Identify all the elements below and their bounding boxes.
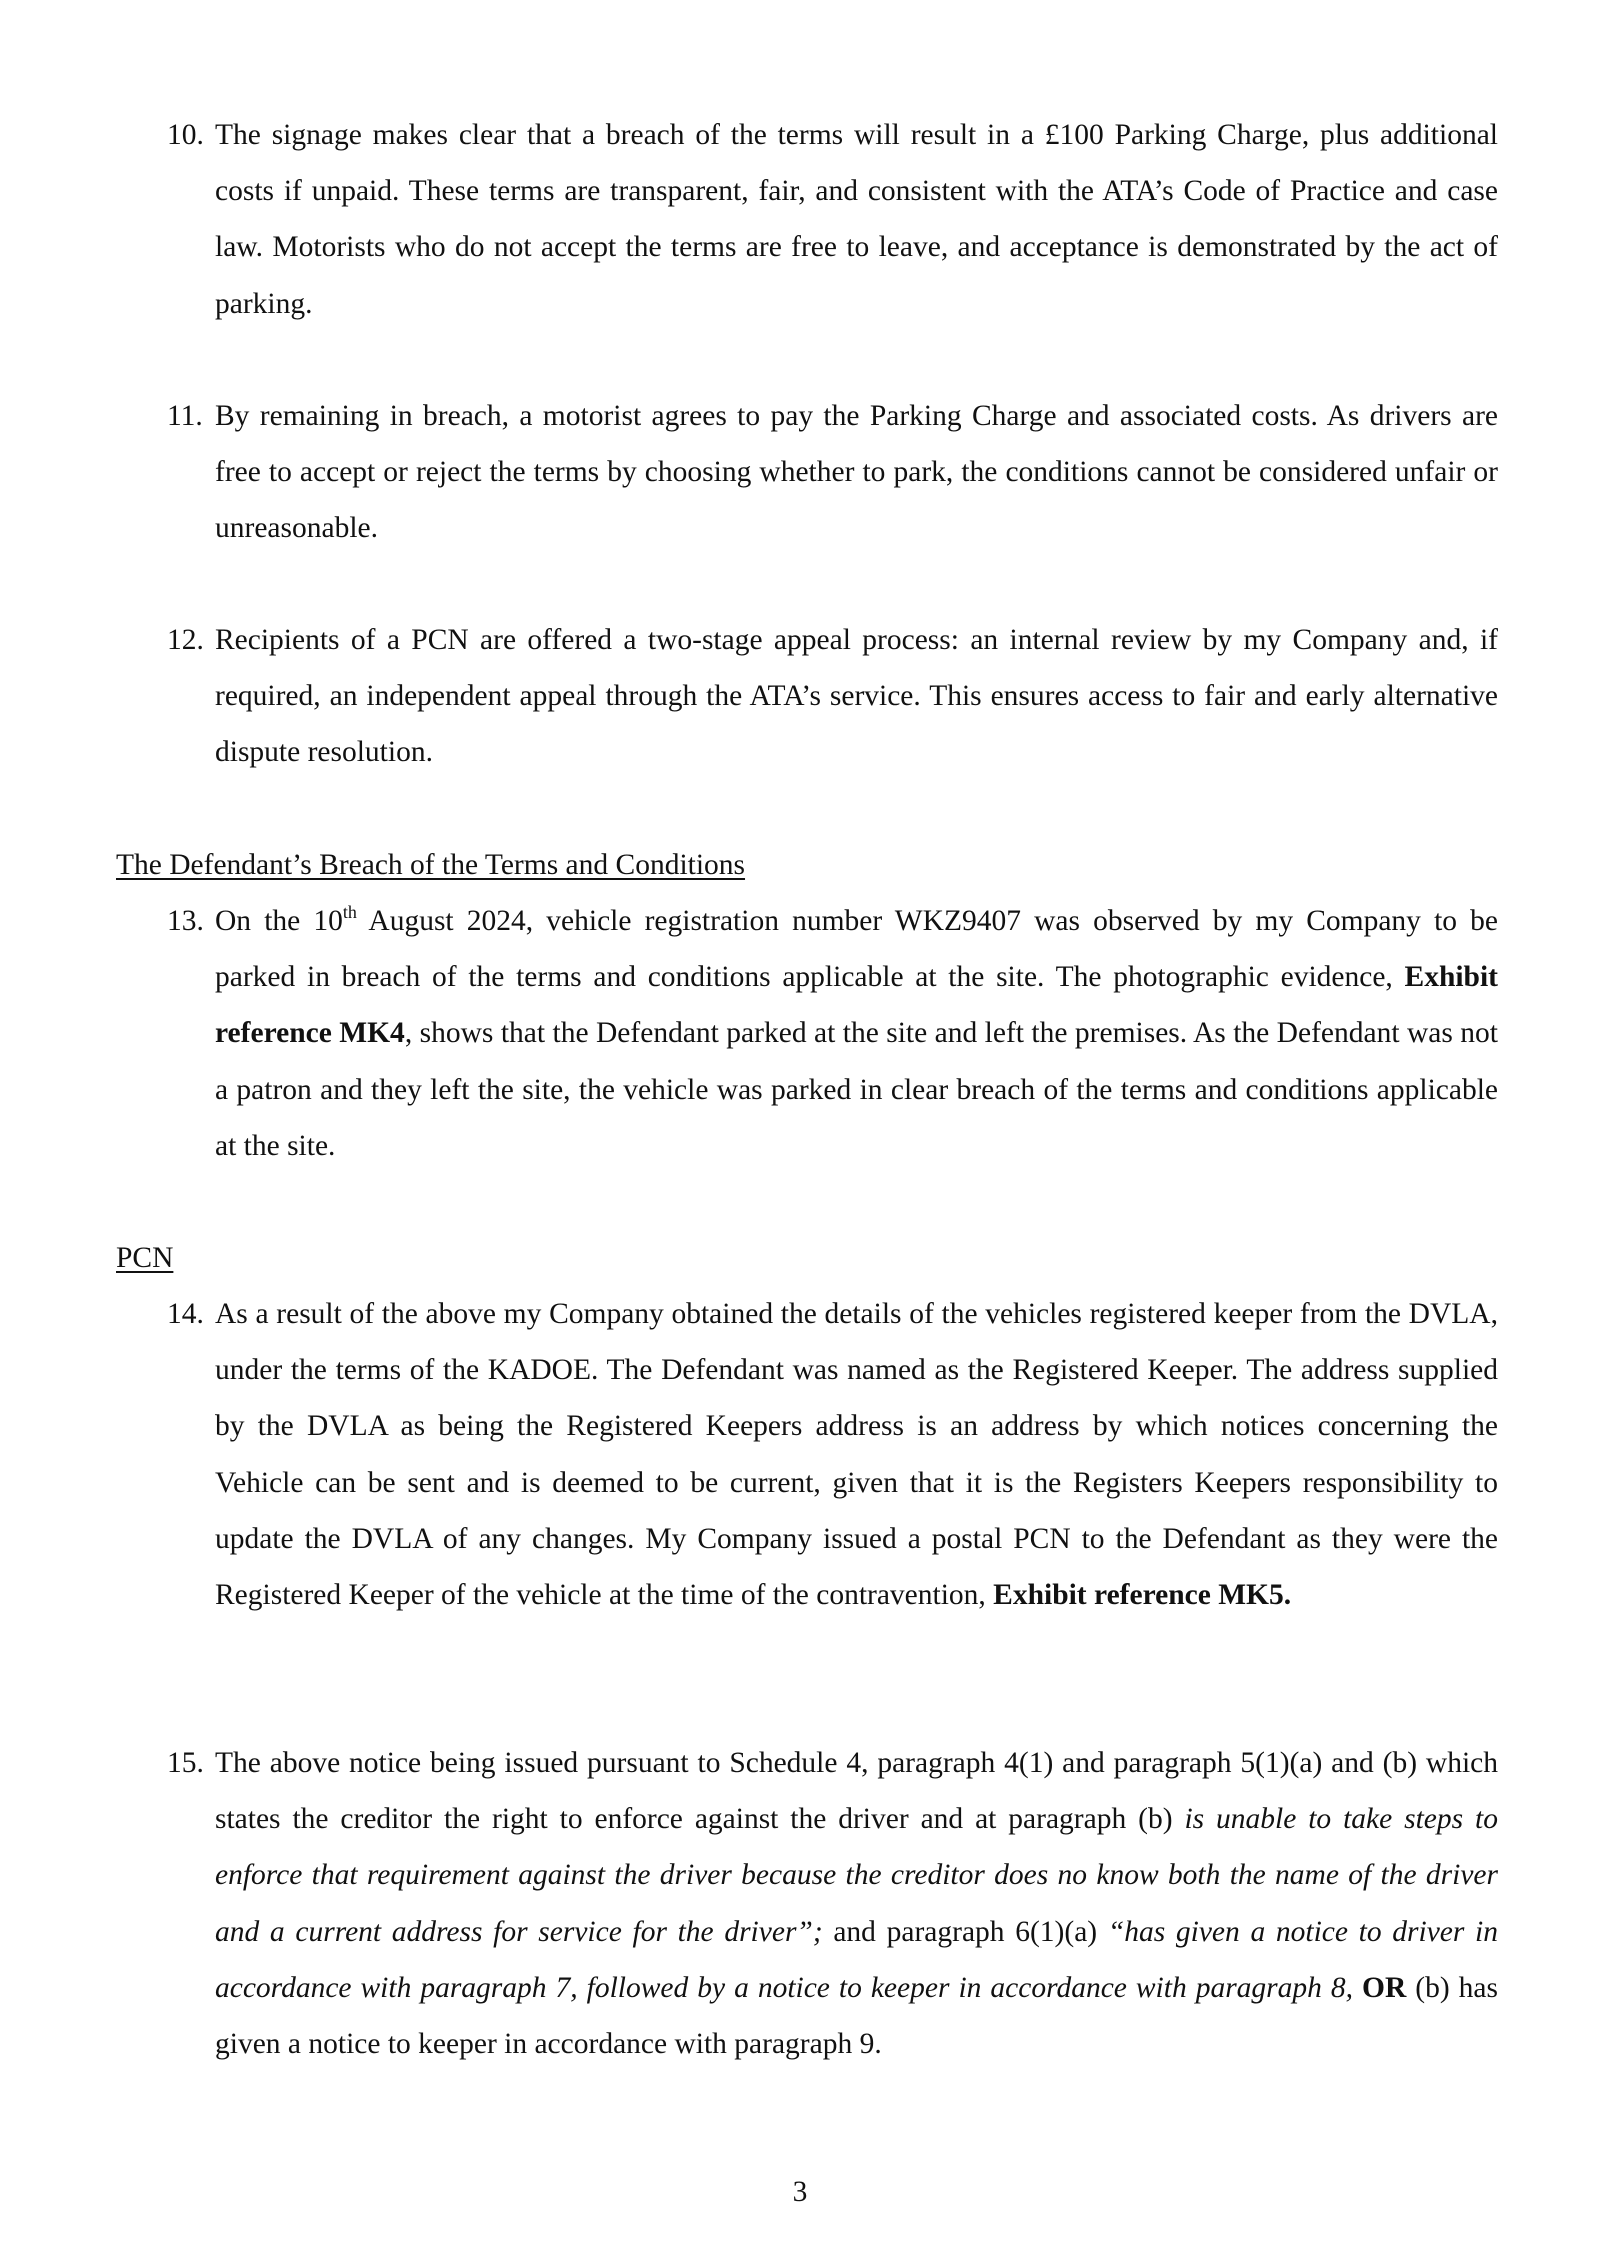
exhibit-reference-mk5: Exhibit reference MK5. bbox=[993, 1579, 1292, 1612]
paragraph-text bbox=[215, 893, 1498, 1174]
paragraph-number: 11. bbox=[167, 400, 203, 432]
emphasis-or: OR bbox=[1362, 1971, 1407, 2004]
paragraph-text bbox=[215, 1735, 1498, 2072]
paragraph-text: Recipients of a PCN are offered a two-stage appeal process: an internal review by my Company and, if required, an independent appeal through the ATA’s service. This ensures access to fair and early alternative dispute resolution. bbox=[215, 624, 1498, 769]
paragraph-number: 12. bbox=[167, 624, 204, 656]
section-heading-pcn: PCN bbox=[116, 1242, 174, 1274]
paragraph-number: 13. bbox=[167, 905, 204, 937]
text-run: , shows that the Defendant parked at the site and left the premises. As the Defendant was not a patron and they left the site, the vehicle was parked in clear breach of the terms and conditions applicable at the site. bbox=[215, 1017, 1498, 1162]
italic-quote: is unable to take steps to enforce that requirement against the driver because the creditor does no know both the name of the driver and a current address for service for the driver”; bbox=[215, 1803, 1498, 1948]
text-run bbox=[1353, 1972, 1362, 2004]
paragraph-10 bbox=[167, 107, 1498, 332]
paragraph-text bbox=[215, 1286, 1498, 1623]
text-run: August 2024, vehicle registration number WKZ9407 was observed by my Company to be parked in breach of the terms and conditions applicable at the site. The photographic evidence, bbox=[215, 905, 1498, 994]
paragraph-number: 10. bbox=[167, 119, 204, 151]
section-heading-breach: The Defendant’s Breach of the Terms and Conditions bbox=[116, 849, 746, 881]
text-run: (b) has given a notice to keeper in accordance with paragraph 9. bbox=[215, 1971, 1498, 2061]
paragraph-text: The signage makes clear that a breach of the terms will result in a £100 Parking Charge, plus additional costs if unpaid. These terms are transparent, fair, and consistent with the ATA’s Code of Practice and case law. Motorists who do not accept the terms are free to leave, and acceptance is demonstrated by the act of parking. bbox=[215, 119, 1498, 320]
paragraph-number: 15. bbox=[167, 1747, 204, 1779]
paragraph-11 bbox=[167, 388, 1498, 557]
paragraph-number: 14. bbox=[167, 1298, 204, 1330]
exhibit-reference-mk4: Exhibit reference MK4 bbox=[215, 961, 1498, 1050]
ordinal-suffix: th bbox=[342, 902, 357, 922]
text-run: On the 10 bbox=[215, 905, 343, 937]
paragraph-12 bbox=[167, 612, 1498, 781]
text-run: The above notice being issued pursuant to Schedule 4, paragraph 4(1) and paragraph 5(1)(a) and (b) which states the creditor the right to enforce against the driver and at paragraph (b) bbox=[215, 1747, 1498, 1836]
italic-quote: “has given a notice to driver in accordance with paragraph 7, followed by a notice to keeper in accordance with paragraph 8, bbox=[215, 1915, 1498, 2004]
paragraph-text: By remaining in breach, a motorist agrees to pay the Parking Charge and associated costs. As drivers are free to accept or reject the terms by choosing whether to park, the conditions cannot be considered unfair or unreasonable. bbox=[215, 400, 1498, 545]
text-run: and paragraph 6(1)(a) bbox=[822, 1915, 1108, 1948]
paragraph-13 bbox=[167, 893, 1498, 1174]
page-number: 3 bbox=[792, 2176, 808, 2208]
paragraph-14 bbox=[167, 1286, 1498, 1623]
paragraph-15 bbox=[167, 1735, 1498, 2072]
text-run: As a result of the above my Company obtained the details of the vehicles registered keeper from the DVLA, under the terms of the KADOE. The Defendant was named as the Registered Keeper. The address supplied by the DVLA as being the Registered Keepers address is an address by which notices concerning the Vehicle can be sent and is deemed to be current, given that it is the Registers Keepers responsibility to update the DVLA of any changes. My Company issued a postal PCN to the Defendant as they were the Registered Keeper of the vehicle at the time of the contravention, bbox=[215, 1298, 1498, 1612]
